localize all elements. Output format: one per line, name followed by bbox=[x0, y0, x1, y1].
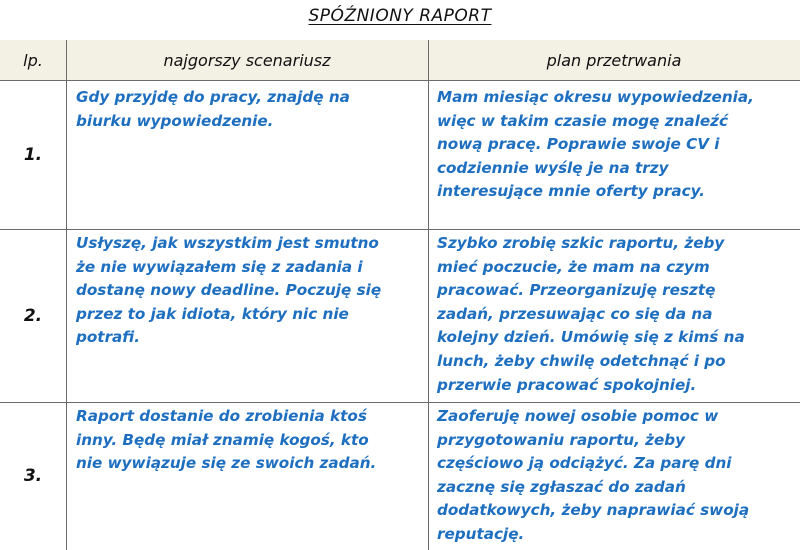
plan-cell: Szybko zrobię szkic raportu, żeby mieć poczucie, że mam na czym pracować. Przeorganizuję resztę zadań, przesuwając co się da na kolejny dzień. Umówię się z kimś na lunch, żeby chwilę odetchnąć i po przerwie pracować spokojniej. bbox=[437, 234, 745, 394]
scenario-cell: Usłyszę, jak wszystkim jest smutno że nie wywiązałem się z zadania i dostanę nowy deadline. Poczuję się przez to jak idiota, który nic nie potrafi. bbox=[76, 234, 382, 347]
page-title bbox=[0, 6, 800, 26]
scenario-cell: Raport dostanie do zrobienia ktoś inny. Będę miał znamię kogoś, kto nie wywiązuje się ze swoich zadań. bbox=[76, 407, 377, 473]
header-lp: lp. bbox=[23, 50, 43, 70]
row-number: 1. bbox=[23, 144, 43, 165]
column-divider bbox=[428, 40, 429, 550]
row-divider bbox=[0, 402, 800, 403]
row-divider bbox=[0, 80, 800, 81]
row-number: 2. bbox=[23, 305, 43, 326]
row-divider bbox=[0, 229, 800, 230]
plan-cell: Zaoferuję nowej osobie pomoc w przygotowaniu raportu, żeby częściowo ją odciążyć. Za parę dni zacznę się zgłaszać do zadań dodatkowych, żeby naprawiać swoją reputację. bbox=[437, 407, 750, 543]
scenario-cell: Gdy przyjdę do pracy, znajdę na biurku wypowiedzenie. bbox=[76, 88, 350, 130]
column-divider bbox=[66, 40, 67, 550]
plan-cell: Mam miesiąc okresu wypowiedzenia, więc w takim czasie mogę znaleźć nową pracę. Poprawie swoje CV i codziennie wyślę je na trzy interesujące mnie oferty pracy. bbox=[437, 88, 754, 201]
title-text: SPÓŹNIONY RAPORT bbox=[308, 6, 492, 26]
row-number: 3. bbox=[23, 466, 43, 486]
header-plan: plan przetrwania bbox=[546, 50, 682, 70]
header-scenario: najgorszy scenariusz bbox=[163, 50, 331, 70]
